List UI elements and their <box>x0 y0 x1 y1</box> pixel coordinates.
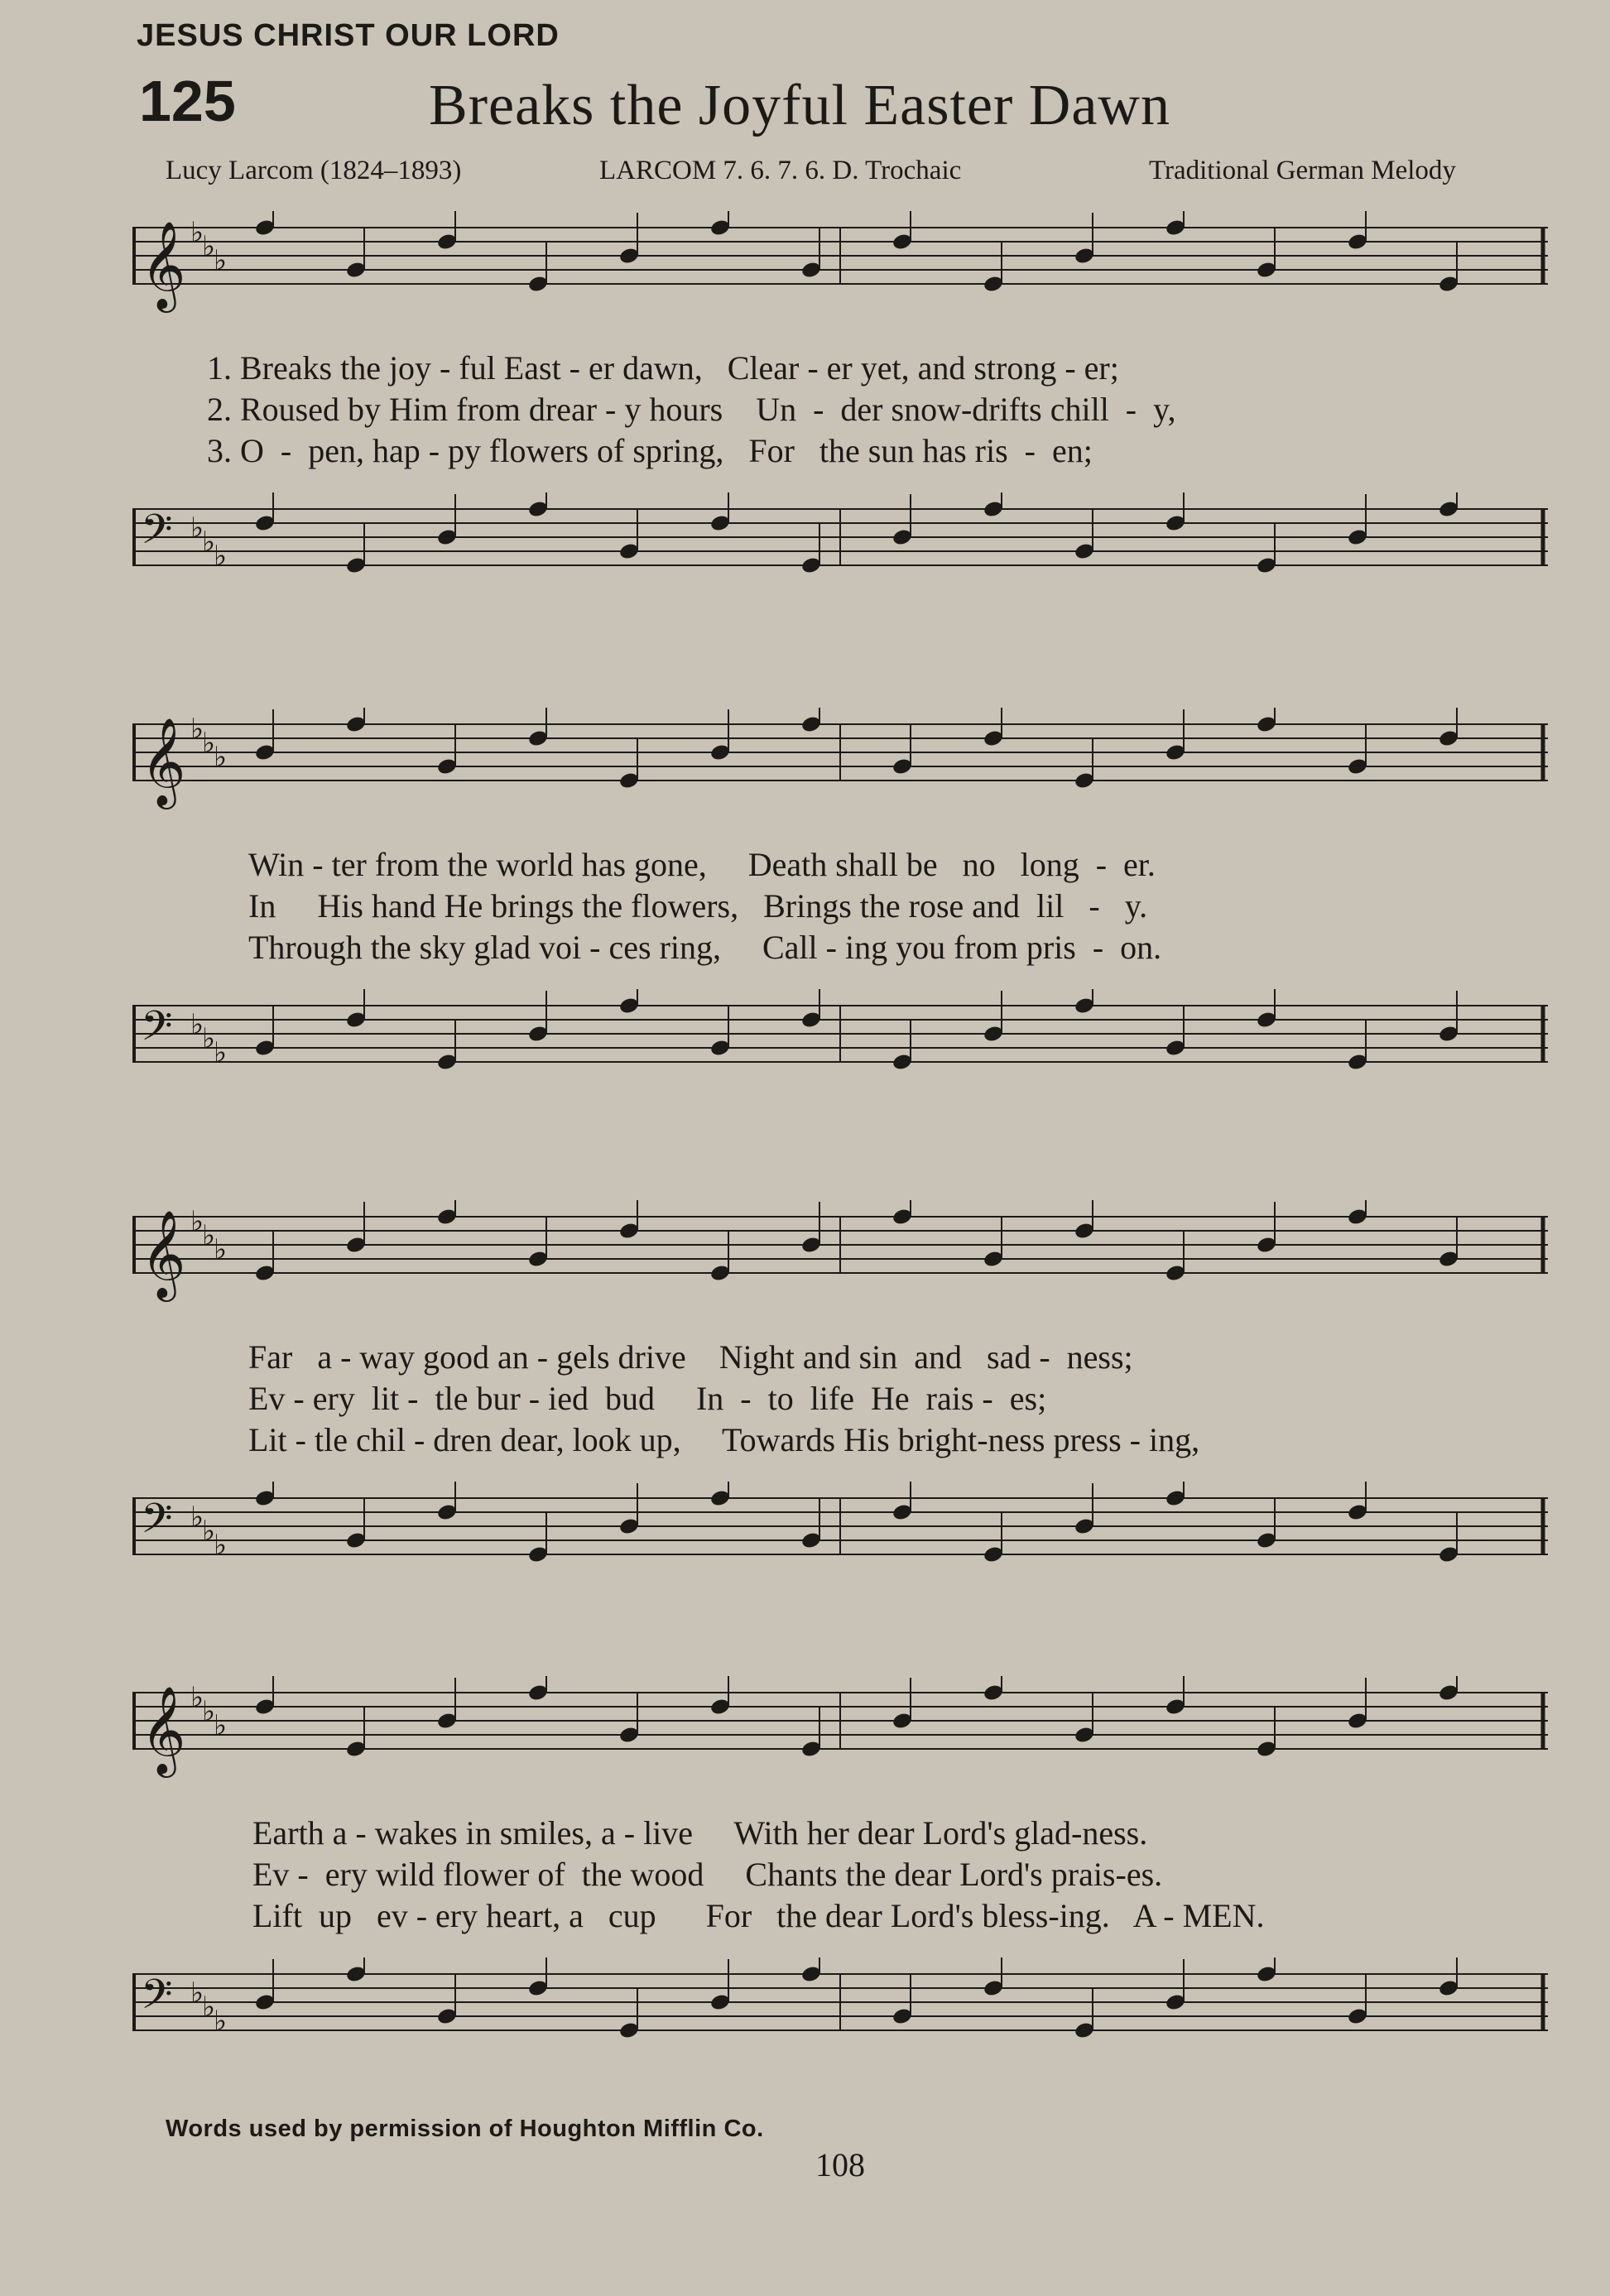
flat-key-signature-icon: ♭ <box>202 1515 216 1548</box>
flat-key-signature-icon: ♭ <box>190 216 204 249</box>
lyric-verse-3: Lit - tle chil - dren dear, look up, Towards His bright-ness press - ing, <box>248 1421 1200 1458</box>
flat-key-signature-icon: ♭ <box>202 1022 216 1055</box>
treble-clef-icon: 𝄞 <box>141 1685 186 1774</box>
treble-staff-1 <box>132 211 1548 335</box>
bass-staff-1 <box>132 492 1548 617</box>
bass-clef-icon: 𝄢 <box>141 1495 173 1553</box>
treble-clef-icon: 𝄞 <box>141 1209 186 1298</box>
author-credit: Lucy Larcom (1824–1893) <box>166 156 462 185</box>
flat-key-signature-icon: ♭ <box>214 741 228 774</box>
flat-key-signature-icon: ♭ <box>214 1529 228 1562</box>
bass-staff-4 <box>132 1957 1548 2082</box>
flat-key-signature-icon: ♭ <box>214 2005 228 2038</box>
section-heading: JESUS CHRIST OUR LORD <box>137 18 560 53</box>
flat-key-signature-icon: ♭ <box>202 727 216 760</box>
lyric-verse-2: Ev - ery wild flower of the wood Chants the dear Lord's prais-es. <box>252 1856 1163 1893</box>
flat-key-signature-icon: ♭ <box>214 244 228 277</box>
flat-key-signature-icon: ♭ <box>190 713 204 746</box>
treble-staff-3 <box>132 1200 1548 1324</box>
flat-key-signature-icon: ♭ <box>190 1501 204 1534</box>
melody-credit: Traditional German Melody <box>1149 156 1456 185</box>
bass-staff-3 <box>132 1482 1548 1606</box>
lyric-verse-2: Ev - ery lit - tle bur - ied bud In - to life He rais - es; <box>248 1380 1047 1417</box>
flat-key-signature-icon: ♭ <box>202 1219 216 1252</box>
lyric-verse-1: Win - ter from the world has gone, Death shall be no long - er. <box>248 846 1156 883</box>
hymn-title: Breaks the Joyful Easter Dawn <box>429 74 1170 137</box>
permission-footnote: Words used by permission of Houghton Mifflin Co. <box>166 2116 764 2142</box>
flat-key-signature-icon: ♭ <box>190 1205 204 1238</box>
lyric-verse-3: 3. O - pen, hap - py flowers of spring, For the sun has ris - en; <box>207 432 1093 469</box>
treble-clef-icon: 𝄞 <box>141 717 186 805</box>
flat-key-signature-icon: ♭ <box>190 1681 204 1714</box>
flat-key-signature-icon: ♭ <box>202 526 216 559</box>
flat-key-signature-icon: ♭ <box>190 1977 204 2010</box>
hymn-number: 125 <box>139 69 236 133</box>
tune-meter-credit: LARCOM 7. 6. 7. 6. D. Trochaic <box>599 156 962 185</box>
bass-staff-2 <box>132 989 1548 1113</box>
lyric-verse-1: Earth a - wakes in smiles, a - live With her dear Lord's glad-ness. <box>252 1814 1148 1852</box>
treble-clef-icon: 𝄞 <box>141 220 186 309</box>
flat-key-signature-icon: ♭ <box>190 512 204 545</box>
flat-key-signature-icon: ♭ <box>214 540 228 573</box>
lyric-verse-3: Lift up ev - ery heart, a cup For the dear Lord's bless-ing. A - MEN. <box>252 1897 1265 1934</box>
lyric-verse-3: Through the sky glad voi - ces ring, Call - ing you from pris - on. <box>248 929 1162 966</box>
flat-key-signature-icon: ♭ <box>214 1709 228 1742</box>
treble-staff-4 <box>132 1676 1548 1800</box>
flat-key-signature-icon: ♭ <box>202 230 216 263</box>
bass-clef-icon: 𝄢 <box>141 506 173 564</box>
bass-clef-icon: 𝄢 <box>141 1971 173 2029</box>
flat-key-signature-icon: ♭ <box>202 1695 216 1728</box>
flat-key-signature-icon: ♭ <box>202 1991 216 2024</box>
treble-staff-2 <box>132 708 1548 832</box>
lyric-verse-2: 2. Roused by Him from drear - y hours Un - der snow-drifts chill - y, <box>207 391 1176 428</box>
flat-key-signature-icon: ♭ <box>214 1036 228 1069</box>
flat-key-signature-icon: ♭ <box>214 1233 228 1266</box>
lyric-verse-2: In His hand He brings the flowers, Brings the rose and lil - y. <box>248 887 1148 925</box>
bass-clef-icon: 𝄢 <box>141 1002 173 1060</box>
lyric-verse-1: Far a - way good an - gels drive Night and sin and sad - ness; <box>248 1338 1133 1376</box>
page-number: 108 <box>815 2146 865 2183</box>
flat-key-signature-icon: ♭ <box>190 1008 204 1041</box>
lyric-verse-1: 1. Breaks the joy - ful East - er dawn, Clear - er yet, and strong - er; <box>207 349 1119 387</box>
